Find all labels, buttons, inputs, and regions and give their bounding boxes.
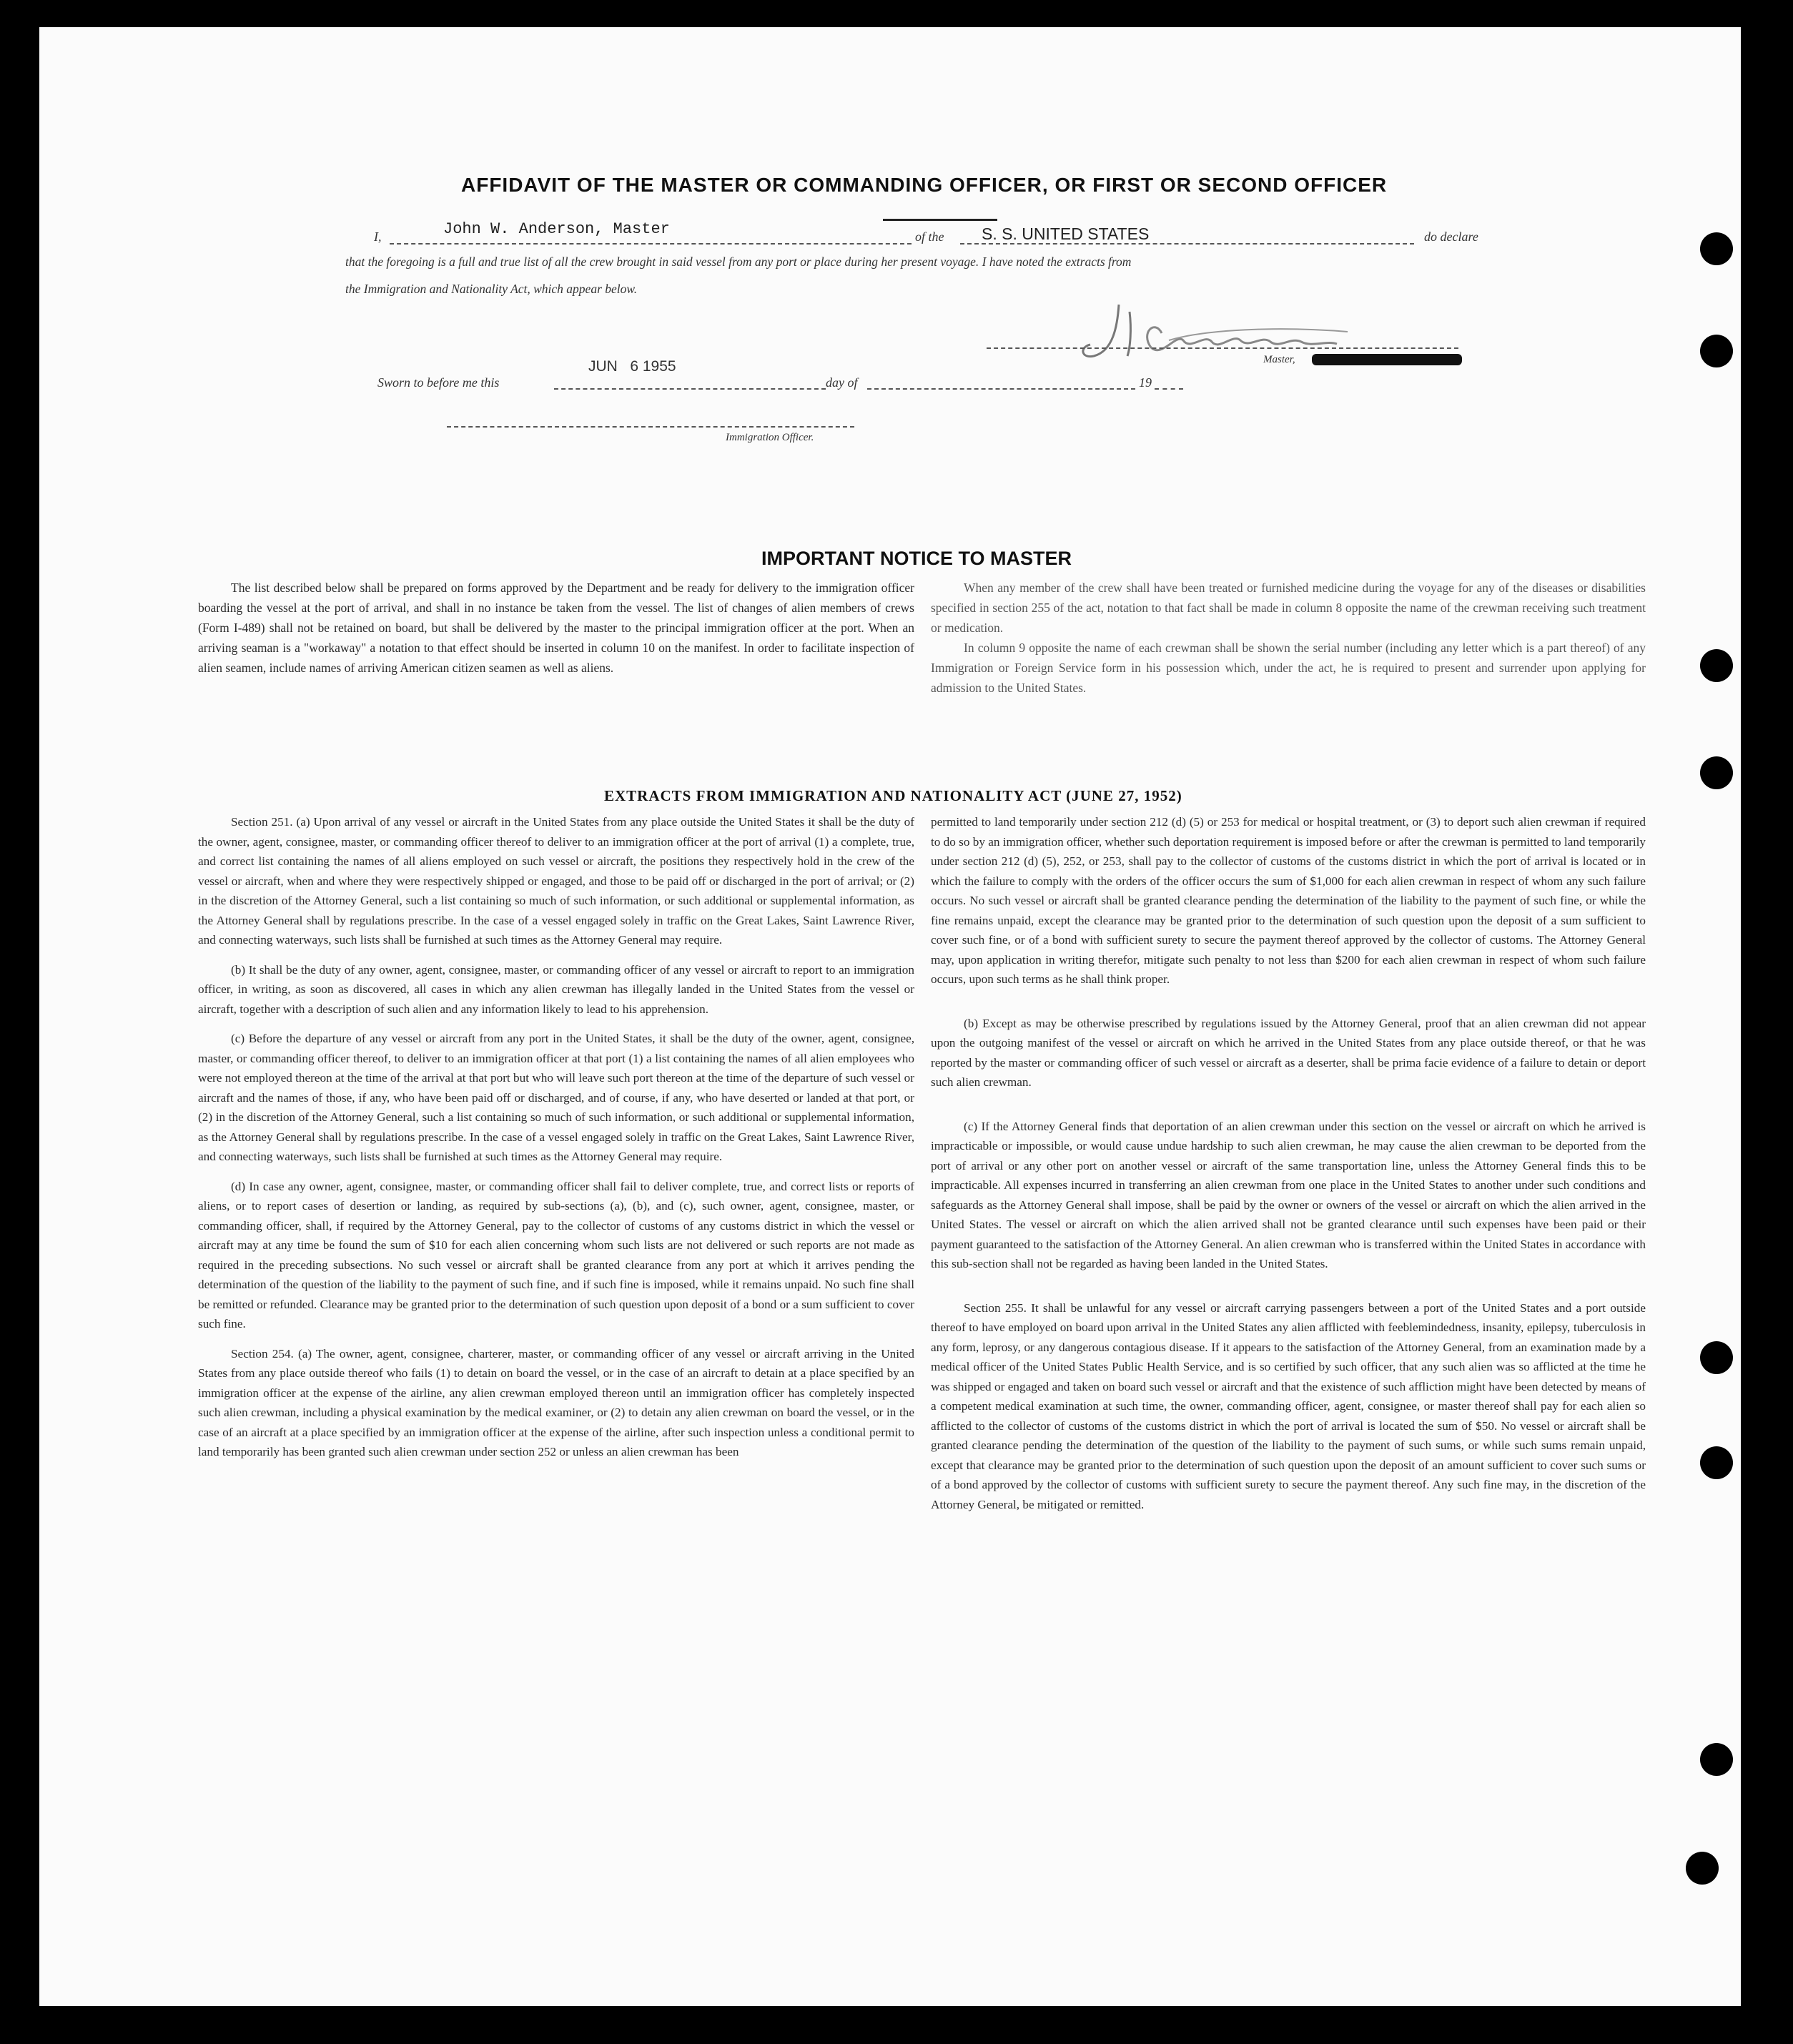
extracts-left-column <box>198 812 914 1472</box>
punch-hole <box>1700 1743 1733 1776</box>
document-page <box>39 27 1741 2006</box>
affidavit-title: AFFIDAVIT OF THE MASTER OR COMMANDING OFFICER, OR FIRST OR SECOND OFFICER <box>461 174 1388 196</box>
section-254-c: (c) If the Attorney General finds that deportation of an alien crewman under this section on the vessel or aircraft on which he arrived is impracticable or impossible, or would cause undue hardship to such alien crewman, he may cause the alien crewman to be deported from the port of arrival or any other port on another vessel or aircraft of the same transportation line, unless the Attorney General finds this to be impracticable. All expenses incurred in transferring an alien crewman from one place in the United States to another under such conditions and safeguards as the Attorney General shall impose, shall be paid by the owner or owners of the vessel or aircraft on which the alien arrived in the United States. The vessel or aircraft on which the alien arrived shall not be granted clearance until such expenses have been paid or their payment guaranteed to the satisfaction of the Attorney General. An alien crewman who is transferred within the United States in accordance with this sub-section shall not be regarded as having been landed in the United States. <box>931 1119 1646 1270</box>
section-254-a-continued: permitted to land temporarily under section 212 (d) (5) or 253 for medical or hospital treatment, or (3) to deport such alien crewman if required to do so by an immigration officer, whether such deportation requirement is imposed before or after the crewman is permitted to land temporarily under section 212 (d) (5), 252, or 253, shall pay to the collector of customs of the customs district in which the port of arrival is located or in which the failure to comply with the orders of the officer occurs the sum of $1,000 for each alien crewman in respect of whom any such failure occurs. No such vessel or aircraft shall be granted clearance pending the determination of the liability to the payment of such fine, or while the fine remains unpaid, except the clearance may be granted prior to the determination of such question upon the deposit of a sum sufficient to cover such fine, or of a bond with sufficient surety to secure the payment thereof approved by the collector of customs. The Attorney General may, upon application in writing therefor, mitigate such penalty to not less than $200 for each alien crewman in respect of whom such failure occurs, upon such terms as he shall think proper. <box>931 815 1646 986</box>
i-label: I, <box>374 229 382 244</box>
section-251-a: Section 251. (a) Upon arrival of any vessel or aircraft in the United States from any place outside the United States it shall be the duty of the owner, agent, consignee, master, or commanding officer thereof to deliver to an immigration officer at the port of arrival (1) a complete, true, and correct list containing the names of all aliens employed on such vessel or aircraft, the positions they respectively hold in the crew of the vessel or aircraft, when and where they were respectively shipped or engaged, and those to be paid off or discharged in the port of arrival; or (2) in the discretion of the Attorney General, such a list containing so much of such information, or such additional or supplemental information, as the Attorney General shall by regulations prescribe. In the case of a vessel engaged solely in traffic on the Great Lakes, Saint Lawrence River, and connecting waterways, such lists shall be furnished at such times as the Attorney General may require. <box>198 815 914 947</box>
section-251-c: (c) Before the departure of any vessel or aircraft from any port in the United States, it shall be the duty of the owner, agent, consignee, master, or commanding officer thereof, to deliver to an immigration officer at that port (1) a list containing the names of all alien employees who were not employed thereon at the time of the arrival at that port but who will leave such port thereon at the time of the departure of such vessel or aircraft and the names of those, if any, who have been paid off or discharged, and of course, if any, who have deserted or landed at that port, or (2) in the discretion of the Attorney General, such a list containing so much of such information, or such additional or supplemental information, as the Attorney General shall by regulations prescribe. In the case of a vessel engaged solely in traffic on the Great Lakes, Saint Lawrence River, and connecting waterways, such lists shall be furnished at such times as the Attorney General may require. <box>198 1032 914 1163</box>
punch-hole <box>1700 1446 1733 1479</box>
declaration-text-line2: the Immigration and Nationality Act, which appear below. <box>345 282 638 296</box>
section-251-d: (d) In case any owner, agent, consignee, master, or commanding officer shall fail to deliver complete, true, and correct lists or reports of aliens, or to report cases of desertion or landing, as required by sub-sections (a), (b), and (c), such owner, agent, consignee, master, or commanding officer, shall, if required by the Attorney General, pay to the collector of customs of any customs district in which the vessel or aircraft may at any time be found the sum of $10 for each alien concerning whom such lists are not delivered or such reports are not made as required in the preceding subsections. No such vessel or aircraft shall be granted clearance from any port at which it arrives pending the determination of the question of the liability to the payment of such fine, and if such fine is imposed, while it remains unpaid. No such fine shall be remitted or refunded. Clearance may be granted prior to the determination of such question upon deposit of a bond or a sum sufficient to cover such fine. <box>198 1179 914 1330</box>
of-the-label: of the <box>915 229 944 244</box>
notice-title: IMPORTANT NOTICE TO MASTER <box>761 548 1072 569</box>
notice-left-paragraph: The list described below shall be prepared on forms approved by the Department and be ready for delivery to the immigration officer boarding the vessel at the port of arrival, and shall in no instance be taken from the vessel. The list of changes of alien members of crews (Form I-489) shall not be retained on board, but shall be delivered by the master to the principal immigration officer at the port. When an arriving seaman is a "workaway" a notation to that effect should be inserted in column 10 on the manifest. In order to facilitate inspection of alien seamen, include names of arriving American citizen seamen as well as aliens. <box>198 581 914 675</box>
notice-right-column <box>931 578 1646 708</box>
section-254-a: Section 254. (a) The owner, agent, consignee, charterer, master, or commanding officer of any vessel or aircraft arriving in the United States from any place outside thereof who fails (1) to detain on board the vessel, or in the case of an aircraft to detain at a place specified by an immigration officer at the expense of the airline, any alien crewman employed thereon until an immigration officer has completely inspected such alien crewman, including a physical examination by the medical examiner, or (2) to detain any alien crewman on board the vessel, or in the case of an aircraft at a place specified by an immigration officer at the expense of the airline, after such inspection unless a conditional permit to land temporarily has been granted such alien crewman under section 252 or unless an alien crewman has been <box>198 1346 914 1458</box>
sworn-date-fill-line <box>554 388 826 390</box>
declaration-text-line1: that the foregoing is a full and true list of all the crew brought in said vessel from any port or place during her present voyage. I have noted the extracts from <box>345 255 1132 269</box>
year-fill-line <box>1155 388 1183 390</box>
section-251-b: (b) It shall be the duty of any owner, agent, consignee, master, or commanding officer of any vessel or aircraft to report to an immigration officer, in writing, as soon as discovered, all cases in which any alien crewman has illegally landed in the United States from the vessel or aircraft, together with a description of such alien and any information likely to lead to his apprehension. <box>198 962 914 1016</box>
notice-left-column <box>198 578 914 688</box>
punch-hole <box>1700 649 1733 682</box>
master-name-typed: John W. Anderson, Master <box>443 220 670 238</box>
declare-label: do declare <box>1424 229 1478 244</box>
section-254-b: (b) Except as may be otherwise prescribed by regulations issued by the Attorney General, proof that an alien crewman did not appear upon the outgoing manifest of the vessel or aircraft on which he arrived in the United States from any place outside thereof, or that he was reported by the master or commanding officer of such vessel or aircraft as a deserter, shall be prima facie evidence of a failure to detain or deport such alien crewman. <box>931 1016 1646 1089</box>
title-divider <box>883 219 997 221</box>
sworn-label: Sworn to before me this <box>377 375 500 390</box>
year-label: 19 <box>1139 375 1152 390</box>
extracts-right-column <box>931 812 1646 1524</box>
date-stamp: JUN 6 1955 <box>588 358 676 375</box>
vessel-name-typed: S. S. UNITED STATES <box>982 224 1150 243</box>
punch-hole <box>1700 232 1733 265</box>
immigration-officer-line <box>447 426 854 428</box>
section-255: Section 255. It shall be unlawful for any vessel or aircraft carrying passengers between a port of the United States and a port outside thereof to have employed on board upon arrival in the United States any alien afflicted with feeblemindedness, insanity, epilepsy, tuberculosis in any form, leprosy, or any dangerous contagious disease. If it appears to the satisfaction of the Attorney General, from an examination made by a medical officer of the United States Public Health Service, and is so certified by such officer, that any such alien was so afflicted at the time he was shipped or engaged and taken on board such vessel or aircraft and that the existence of such affliction might have been detected by means of a competent medical examination at such time, the owner, commanding officer, agent, consignee, or master thereof shall pay for each alien so afflicted to the collector of customs of the customs district in which the port of arrival is located the sum of $50. No vessel or aircraft shall be granted clearance pending the determination of the question of the liability to the payment of such sums, or while such sums remain unpaid, except that clearance may be granted prior to the determination of such question upon the deposit of an amount sufficient to cover such sums or of a bond approved by the collector of customs with sufficient surety to secure the payment thereof. Any such fine may, in the discretion of the Attorney General, be mitigated or remitted. <box>931 1300 1646 1511</box>
notice-right-paragraph-1: When any member of the crew shall have been treated or furnished medicine during the voyage for any of the diseases or disabilities specified in section 255 of the act, notation to that fact shall be made in column 8 opposite the name of the crewman receiving such treatment or medication. <box>931 581 1646 635</box>
immigration-officer-label: Immigration Officer. <box>726 432 814 443</box>
master-label: Master, <box>1263 354 1295 365</box>
name-fill-line <box>390 243 912 245</box>
redacted-title <box>1312 354 1462 365</box>
extracts-title: EXTRACTS FROM IMMIGRATION AND NATIONALITY ACT (JUNE 27, 1952) <box>604 787 1182 804</box>
punch-hole <box>1700 756 1733 789</box>
month-fill-line <box>867 388 1135 390</box>
notice-right-paragraph-2: In column 9 opposite the name of each crewman shall be shown the serial number (including any letter which is a part thereof) of any Immigration or Foreign Service form in his possession which, under the act, he is required to present and surrender upon applying for admission to the United States. <box>931 641 1646 695</box>
punch-hole <box>1686 1852 1719 1885</box>
punch-hole <box>1700 335 1733 367</box>
day-of-label: day of <box>826 375 858 390</box>
punch-hole <box>1700 1341 1733 1374</box>
signature-line <box>987 347 1458 349</box>
